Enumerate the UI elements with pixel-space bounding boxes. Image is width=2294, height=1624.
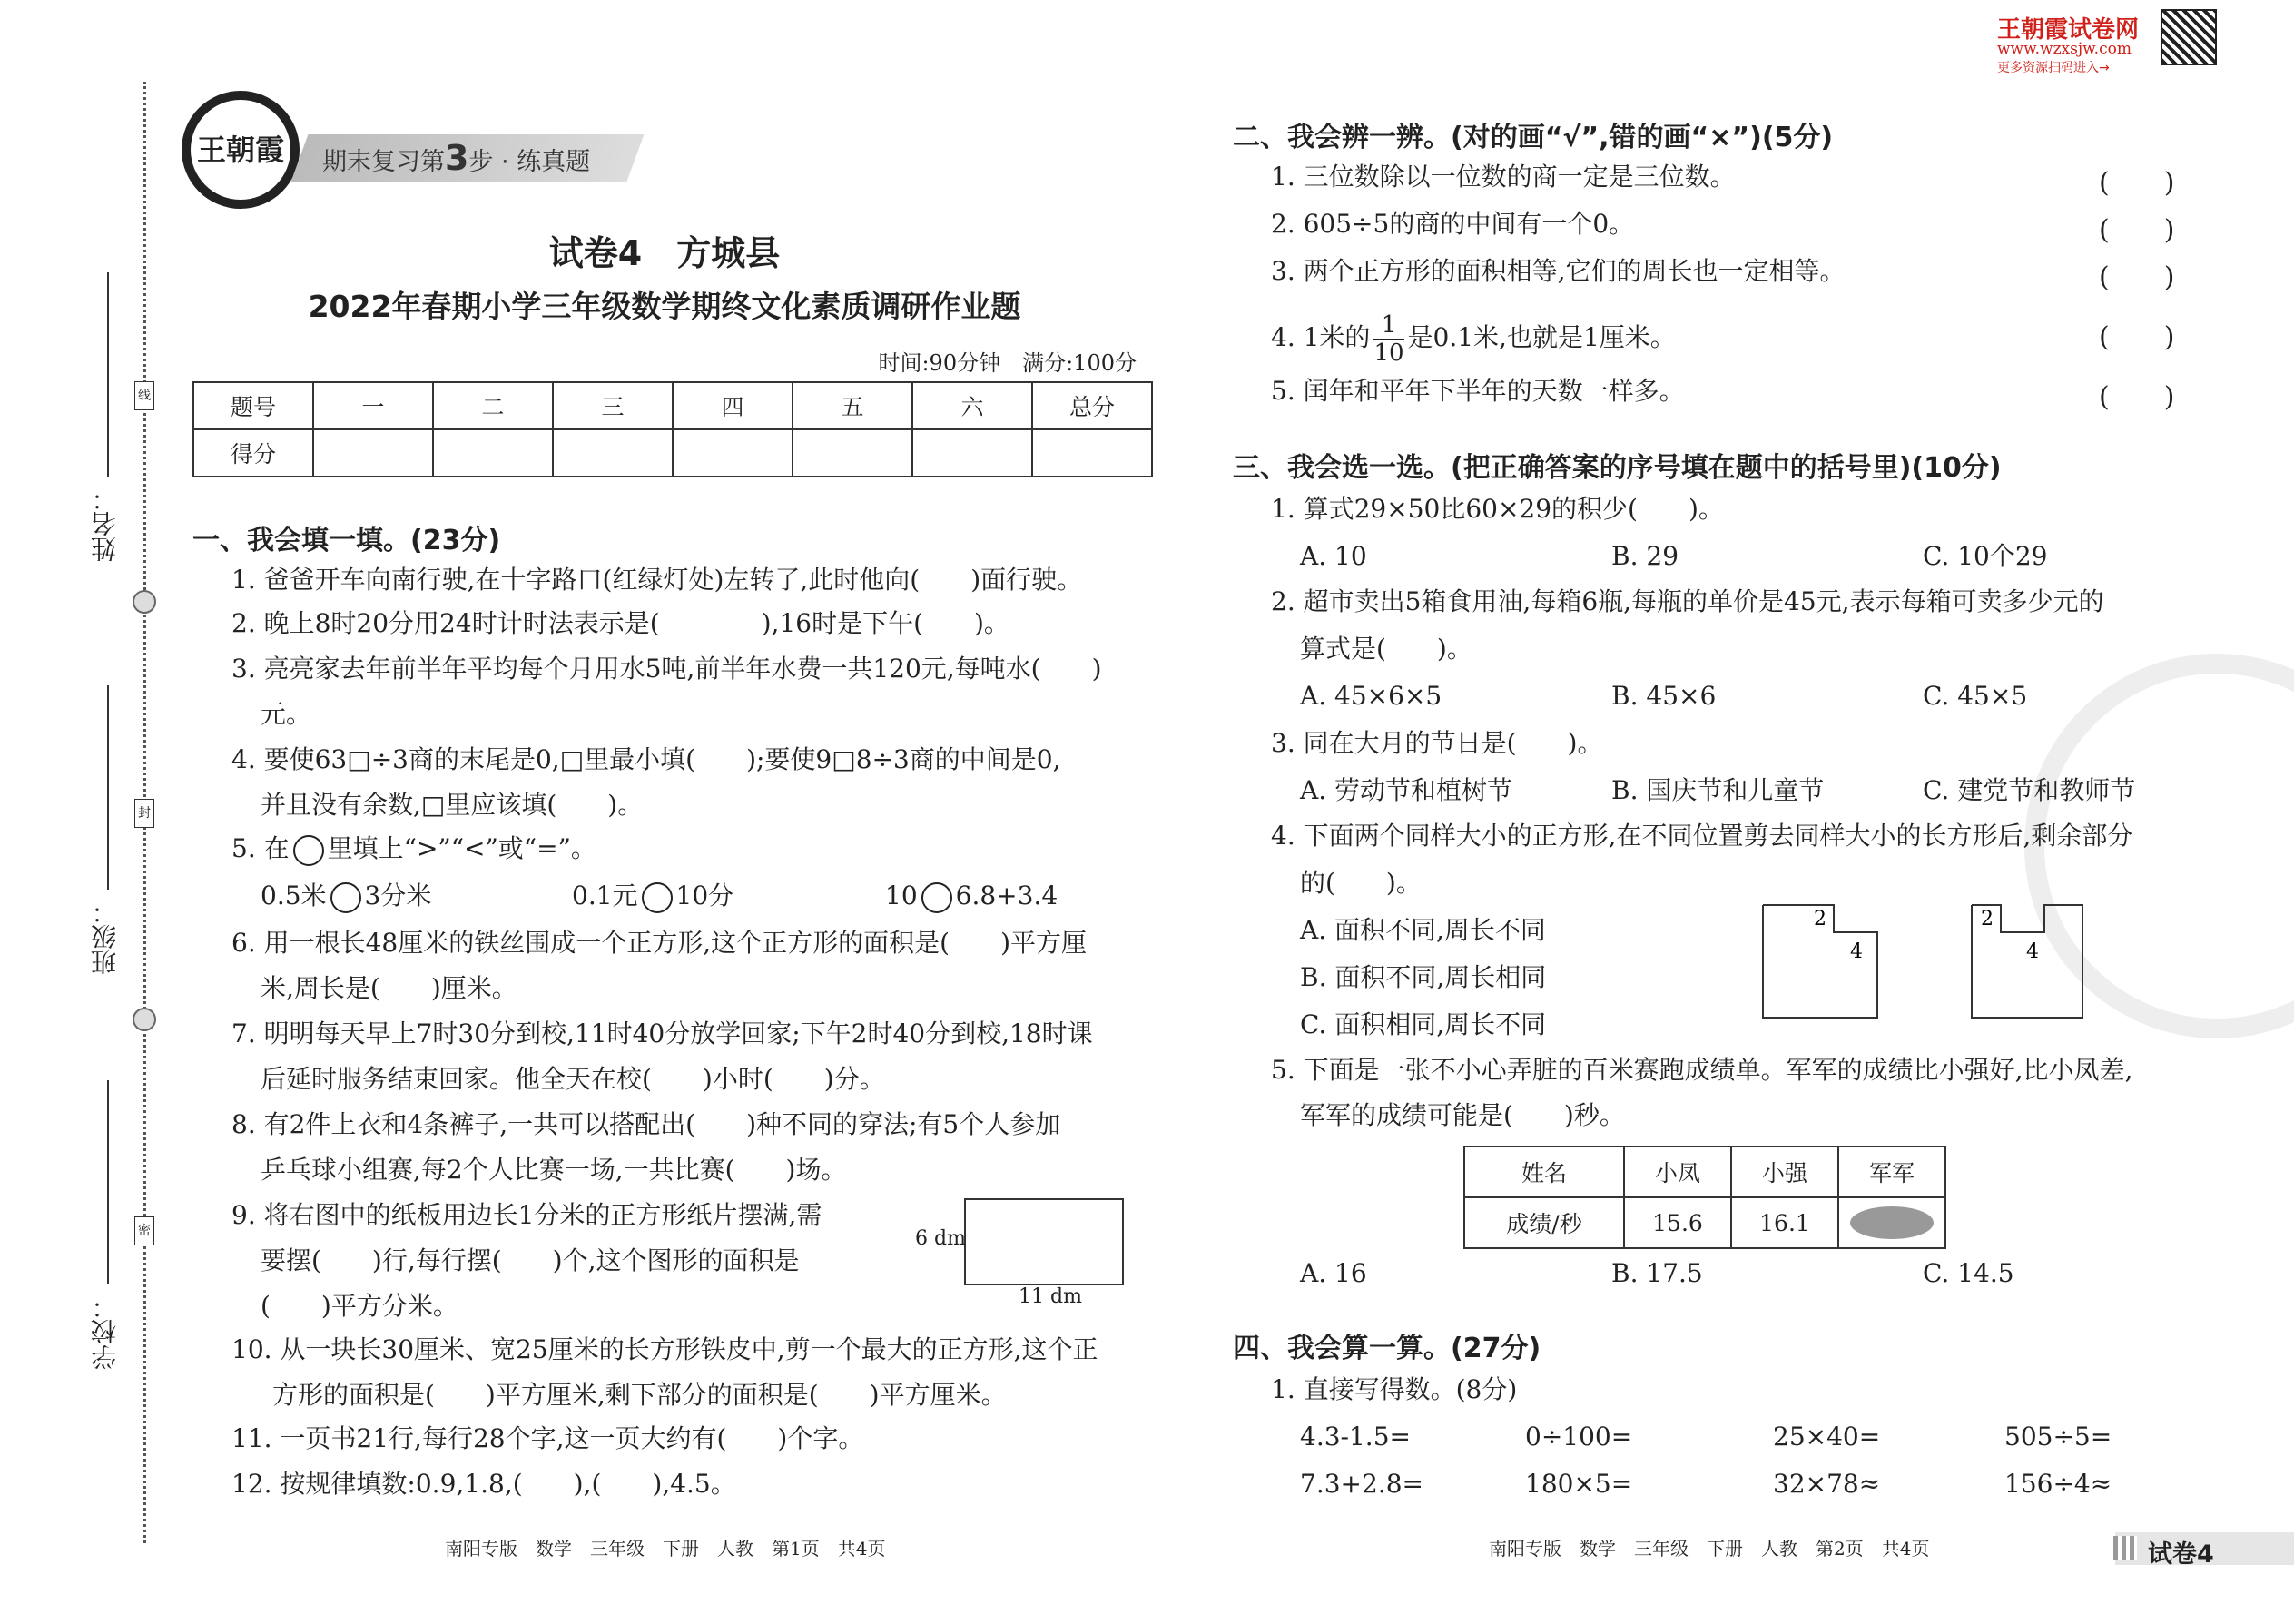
seal-mark-2: 封: [134, 799, 154, 828]
binding-ring-2: [133, 1008, 156, 1031]
school-write-line[interactable]: [107, 1080, 109, 1284]
brand-logo: [182, 91, 300, 209]
s3-option[interactable]: B. 面积不同,周长相同: [1300, 962, 1547, 992]
race-cell: 小强: [1731, 1147, 1838, 1197]
calc-item[interactable]: 156÷4≈: [2004, 1469, 2112, 1499]
score-cell: 四: [673, 382, 793, 429]
s1-line: 7. 明明每天早上7时30分到校,11时40分放学回家;下午2时40分到校,18时课: [231, 1019, 1093, 1048]
score-input-cell[interactable]: [673, 429, 793, 477]
s1-line: 3. 亮亮家去年前半年平均每个月用水5吨,前半年水费一共120元,每吨水( ): [231, 654, 1102, 684]
score-cell: 五: [793, 382, 912, 429]
score-cell: 总分: [1032, 382, 1152, 429]
s3-line: 军军的成绩可能是( )秒。: [1300, 1100, 1625, 1130]
race-cell: 小凤: [1624, 1147, 1731, 1197]
s1-line: 方形的面积是( )平方厘米,剩下部分的面积是( )平方厘米。: [272, 1380, 1007, 1410]
calc-item[interactable]: 0÷100=: [1525, 1422, 1633, 1452]
section-4-heading: 四、我会算一算。(27分): [1233, 1333, 1541, 1364]
s3-option[interactable]: C. 面积相同,周长不同: [1300, 1009, 1547, 1039]
paper-tag-pattern-icon: [2113, 1536, 2137, 1560]
s1-line: 8. 有2件上衣和4条裤子,一共可以搭配出( )种不同的穿法;有5个人参加: [231, 1109, 1061, 1139]
class-write-line[interactable]: [107, 685, 109, 890]
s3-option[interactable]: B. 国庆节和儿童节: [1611, 775, 1825, 805]
s3-option[interactable]: C. 10个29: [1923, 541, 2048, 571]
answer-parenthesis[interactable]: ( ): [2099, 214, 2175, 246]
page-title: 试卷4 方城县: [548, 233, 781, 273]
calc-item[interactable]: 32×78≈: [1773, 1469, 1881, 1499]
s3-option[interactable]: B. 17.5: [1611, 1258, 1703, 1288]
s3-option[interactable]: A. 10: [1300, 541, 1367, 571]
s3-option[interactable]: B. 45×6: [1611, 681, 1717, 711]
s1-q5-line: [231, 833, 596, 866]
compare-circle[interactable]: [642, 882, 673, 913]
calc-item[interactable]: 505÷5=: [2004, 1422, 2112, 1452]
s1-line: 元。: [261, 699, 312, 729]
s1-line: 6. 用一根长48厘米的铁丝围成一个正方形,这个正方形的面积是( )平方厘: [231, 928, 1087, 958]
score-input-cell[interactable]: [433, 429, 553, 477]
figure-b-label-4: 4: [2026, 940, 2039, 963]
s3-option[interactable]: B. 29: [1611, 541, 1679, 571]
s1-line: 米,周长是( )厘米。: [261, 973, 517, 1003]
s1-line: 要摆( )行,每行摆( )个,这个图形的面积是: [261, 1245, 800, 1275]
race-cell: 成绩/秒: [1464, 1197, 1624, 1248]
figure-b-label-2: 2: [1981, 908, 1994, 930]
s2-item: 5. 闰年和平年下半年的天数一样多。: [1271, 376, 1685, 406]
s3-line: 3. 同在大月的节日是( )。: [1271, 728, 1603, 758]
race-header-row: [1464, 1147, 1945, 1197]
s1-line: 4. 要使63□÷3商的末尾是0,□里最小填( );要使9□8÷3商的中间是0,: [231, 744, 1061, 774]
brand-site-name[interactable]: 王朝霞试卷网: [1997, 16, 2140, 44]
s3-option[interactable]: A. 16: [1300, 1258, 1367, 1288]
score-cell: 二: [433, 382, 553, 429]
s3-option[interactable]: C. 14.5: [1923, 1258, 2014, 1288]
race-cell: 16.1: [1731, 1197, 1838, 1248]
score-cell: 一: [313, 382, 433, 429]
brand-site-url[interactable]: www.wzxsjw.com: [1997, 40, 2132, 58]
answer-parenthesis[interactable]: ( ): [2099, 167, 2175, 199]
score-cell: 三: [553, 382, 673, 429]
seal-mark-1: 线: [134, 381, 154, 410]
s1-line: 12. 按规律填数:0.9,1.8,( ),( ),4.5。: [231, 1469, 736, 1499]
score-cell: 题号: [193, 382, 313, 429]
s1-line: 11. 一页书21行,每行28个字,这一页大约有( )个字。: [231, 1423, 864, 1453]
section-3-heading: 三、我会选一选。(把正确答案的序号填在题中的括号里)(10分): [1233, 452, 2002, 484]
s2-item: 1. 三位数除以一位数的商一定是三位数。: [1271, 162, 1736, 192]
cardboard-rectangle: [964, 1198, 1124, 1285]
compare-circle[interactable]: [921, 882, 952, 913]
s1-line: 10. 从一块长30厘米、宽25厘米的长方形铁皮中,剪一个最大的正方形,这个正: [231, 1334, 1098, 1364]
score-cell: 得分: [193, 429, 313, 477]
s3-option[interactable]: A. 45×6×5: [1300, 681, 1442, 711]
cut-square-figure-a: [1761, 903, 1888, 1030]
s1-q5-item-c: 10 6.8+3.4: [885, 881, 1058, 913]
section-2-heading: 二、我会辨一辨。(对的画“√”,错的画“×”)(5分): [1233, 122, 1834, 153]
s3-option[interactable]: C. 45×5: [1923, 681, 2028, 711]
binding-ring-1: [133, 590, 156, 614]
s1-line: 9. 将右图中的纸板用边长1分米的正方形纸片摆满,需: [231, 1200, 822, 1230]
score-input-cell[interactable]: [553, 429, 673, 477]
seal-mark-3: 密: [134, 1216, 154, 1245]
calc-item[interactable]: 25×40=: [1773, 1422, 1881, 1452]
race-value-row: [1464, 1197, 1945, 1248]
compare-circle: [293, 835, 324, 866]
exam-meta: 时间:90分钟 满分:100分: [878, 350, 1137, 376]
compare-circle[interactable]: [330, 882, 361, 913]
s3-line: 算式是( )。: [1300, 634, 1472, 664]
qr-code-icon[interactable]: [2161, 9, 2217, 65]
page-subtitle: 2022年春期小学三年级数学期终文化素质调研作业题: [308, 289, 1021, 324]
s3-line: 4. 下面两个同样大小的正方形,在不同位置剪去同样大小的长方形后,剩余部分: [1271, 821, 2133, 851]
figure-a-label-2: 2: [1814, 908, 1826, 930]
brand-logo-text: 王朝霞: [196, 133, 284, 167]
score-input-cell[interactable]: [313, 429, 433, 477]
s1-line: 乒乓球小组赛,每2个人比赛一场,一共比赛( )场。: [261, 1155, 847, 1185]
s3-option[interactable]: A. 劳动节和植树节: [1300, 775, 1513, 805]
s1-q5-item-b: 0.1元 10分: [572, 881, 733, 913]
s3-option[interactable]: C. 建党节和教师节: [1923, 775, 2136, 805]
s2-item: 3. 两个正方形的面积相等,它们的周长也一定相等。: [1271, 256, 1846, 286]
figure-a-label-4: 4: [1850, 940, 1863, 963]
s1-q5-prefix: 5. 在: [231, 833, 290, 863]
section-1-heading: 一、我会填一填。(23分): [192, 525, 501, 556]
footer-left: 南阳专版 数学 三年级 下册 人教 第1页 共4页: [445, 1538, 886, 1560]
s3-line: 的( )。: [1300, 868, 1422, 898]
fraction: $\frac{1}{10}$: [1373, 311, 1404, 367]
race-cell: 姓名: [1464, 1147, 1624, 1197]
score-input-cell[interactable]: [1032, 429, 1152, 477]
class-label: 班级：: [90, 899, 120, 975]
cut-square-figure-b: [1970, 903, 2097, 1030]
calc-item[interactable]: 180×5=: [1525, 1469, 1633, 1499]
calc-item[interactable]: 7.3+2.8=: [1300, 1469, 1423, 1499]
s1-q5-suffix: 里填上“>”“<”或“=”。: [327, 833, 596, 863]
race-cell: 军军: [1838, 1147, 1945, 1197]
name-write-line[interactable]: [107, 272, 109, 477]
smudge-blot: [1850, 1206, 1934, 1239]
s2-item: 2. 605÷5的商的中间有一个0。: [1271, 209, 1635, 239]
cardboard-width-label: 11 dm: [1019, 1285, 1082, 1308]
score-input-cell[interactable]: [912, 429, 1032, 477]
s3-option[interactable]: A. 面积不同,周长不同: [1300, 915, 1546, 945]
calc-item[interactable]: 4.3-1.5=: [1300, 1422, 1411, 1452]
race-result-table: [1463, 1146, 1946, 1249]
smudged-score-cell: [1838, 1197, 1945, 1248]
s1-line: 后延时服务结束回家。他全天在校( )小时( )分。: [261, 1064, 885, 1094]
answer-parenthesis[interactable]: ( ): [2099, 261, 2175, 293]
score-input-cell[interactable]: [793, 429, 912, 477]
answer-parenthesis[interactable]: ( ): [2099, 321, 2175, 353]
score-row-header: [193, 382, 1152, 429]
name-label: 姓名：: [90, 486, 120, 562]
s1-line: 2. 晚上8时20分用24时计时法表示是( ),16时是下午( )。: [231, 608, 1009, 638]
answer-parenthesis[interactable]: ( ): [2099, 381, 2175, 413]
s1-q5-item-a: 0.5米 3分米: [261, 881, 431, 913]
race-cell: 15.6: [1624, 1197, 1731, 1248]
s3-line: 1. 算式29×50比60×29的积少( )。: [1271, 494, 1724, 524]
score-row-values: [193, 429, 1152, 477]
paper-tag: 试卷4: [2148, 1540, 2214, 1569]
s3-line: 5. 下面是一张不小心弄脏的百米赛跑成绩单。军军的成绩比小强好,比小凤差,: [1271, 1055, 2133, 1085]
cardboard-height-label: 6 dm: [915, 1227, 966, 1250]
footer-right: 南阳专版 数学 三年级 下册 人教 第2页 共4页: [1489, 1538, 1930, 1560]
s4-subheading: 1. 直接写得数。(8分): [1271, 1374, 1518, 1404]
s1-line: 并且没有余数,□里应该填( )。: [261, 790, 644, 820]
school-label: 学校：: [90, 1294, 120, 1370]
s2-item-4: 4. 1米的 $\frac{1}{10}$ 是0.1米,也就是1厘米。: [1271, 311, 1676, 367]
score-cell: 六: [912, 382, 1032, 429]
s1-line: ( )平方分米。: [261, 1291, 458, 1321]
s1-line: 1. 爸爸开车向南行驶,在十字路口(红绿灯处)左转了,此时他向( )面行驶。: [231, 565, 1083, 595]
score-table: [192, 381, 1153, 477]
brand-site-tip: 更多资源扫码进入→: [1997, 61, 2110, 75]
step-banner-text: 期末复习第3步 · 练真题: [322, 138, 591, 178]
s3-line: 2. 超市卖出5箱食用油,每箱6瓶,每瓶的单价是45元,表示每箱可卖多少元的: [1271, 586, 2104, 616]
